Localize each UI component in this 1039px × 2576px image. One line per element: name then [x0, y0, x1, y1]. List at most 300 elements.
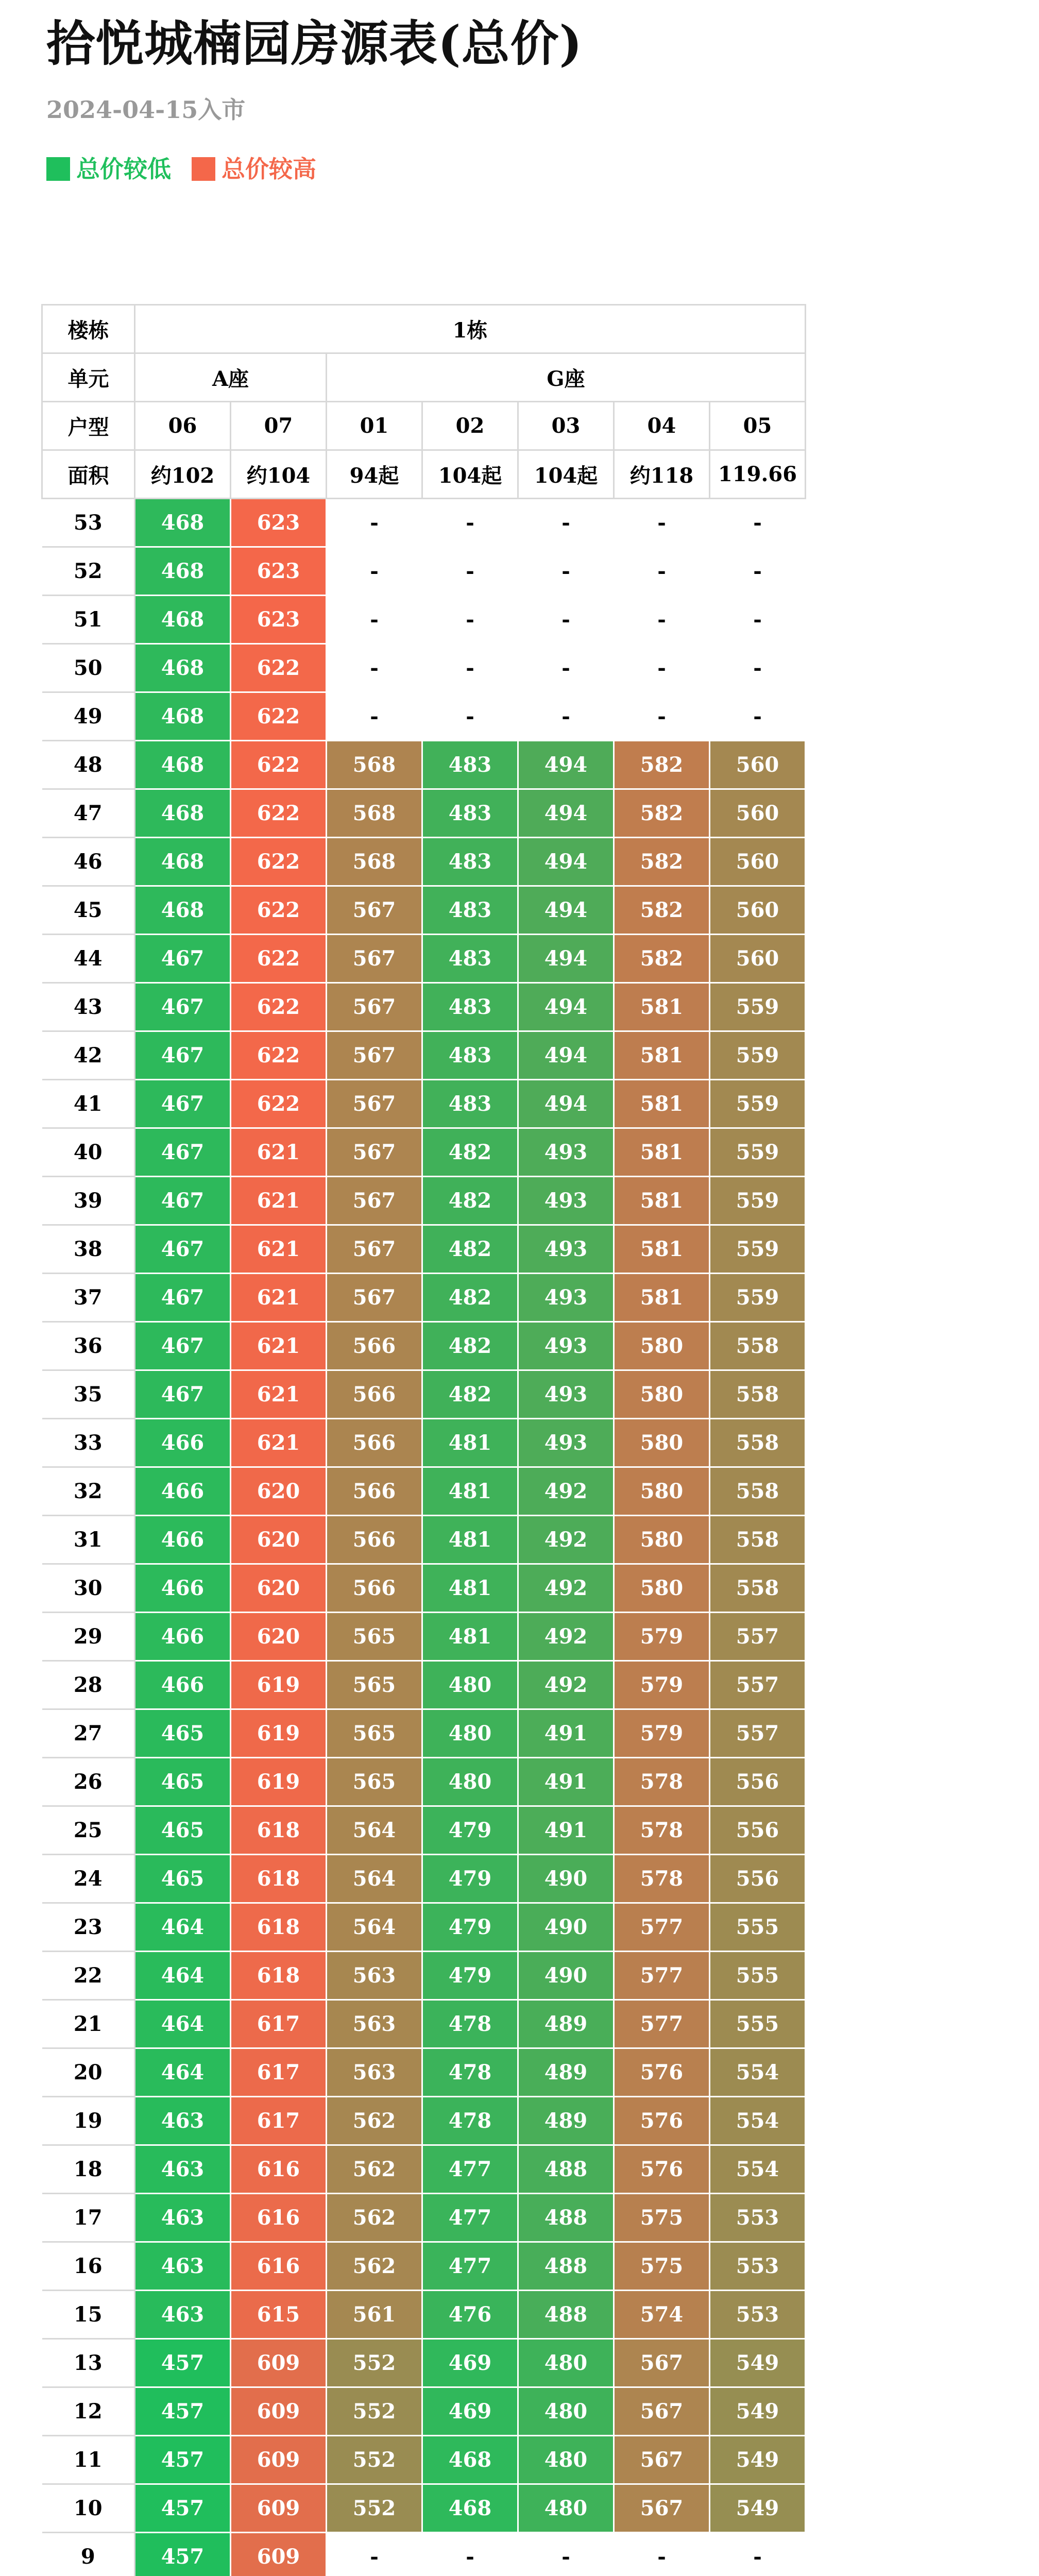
price-cell: 481	[422, 1516, 518, 1564]
price-cell: 563	[327, 2048, 422, 2097]
price-cell: 494	[518, 1080, 614, 1128]
floor-label: 27	[42, 1709, 135, 1758]
floor-label: 51	[42, 596, 135, 644]
price-cell: 466	[135, 1564, 231, 1613]
price-cell: -	[614, 692, 710, 741]
price-cell: 622	[231, 935, 327, 983]
header-row-unit	[42, 353, 806, 402]
table-row	[42, 596, 806, 644]
price-cell: -	[614, 596, 710, 644]
price-cell: 621	[231, 1177, 327, 1225]
header-type: 01	[327, 402, 422, 450]
price-cell: 492	[518, 1613, 614, 1661]
price-cell: 467	[135, 1177, 231, 1225]
floor-label: 36	[42, 1322, 135, 1370]
price-cell: -	[422, 596, 518, 644]
header-unit-g: G座	[327, 353, 806, 402]
table-row	[42, 1274, 806, 1322]
price-cell: 483	[422, 1031, 518, 1080]
price-cell: 480	[422, 1758, 518, 1806]
price-cell: 555	[710, 2000, 806, 2048]
floor-label: 50	[42, 644, 135, 692]
price-cell: 464	[135, 1903, 231, 1952]
price-cell: 493	[518, 1225, 614, 1274]
table-row	[42, 1661, 806, 1709]
price-cell: 566	[327, 1516, 422, 1564]
price-cell: 567	[327, 1080, 422, 1128]
price-cell: 622	[231, 644, 327, 692]
price-cell: 488	[518, 2242, 614, 2291]
price-cell: 567	[327, 1274, 422, 1322]
legend-item-low	[46, 155, 171, 183]
price-cell: 568	[327, 789, 422, 838]
price-cell: 567	[327, 935, 422, 983]
price-cell: 555	[710, 1952, 806, 2000]
price-cell: 559	[710, 1080, 806, 1128]
header-area: 119.66	[710, 450, 806, 499]
price-cell: 559	[710, 1128, 806, 1177]
table-row	[42, 1758, 806, 1806]
floor-label: 10	[42, 2484, 135, 2533]
price-cell: -	[710, 499, 806, 547]
price-cell: 579	[614, 1613, 710, 1661]
price-cell: 559	[710, 1177, 806, 1225]
header-area: 104起	[422, 450, 518, 499]
floor-label: 25	[42, 1806, 135, 1855]
floor-label: 16	[42, 2242, 135, 2291]
price-cell: 483	[422, 1080, 518, 1128]
table-row	[42, 2000, 806, 2048]
price-cell: 480	[518, 2387, 614, 2436]
header-area: 约104	[231, 450, 327, 499]
price-cell: 467	[135, 983, 231, 1031]
table-row	[42, 2387, 806, 2436]
price-cell: 479	[422, 1855, 518, 1903]
table-row	[42, 2048, 806, 2097]
price-cell: 489	[518, 2000, 614, 2048]
price-cell: 616	[231, 2145, 327, 2194]
price-cell: 457	[135, 2436, 231, 2484]
price-cell: 566	[327, 1370, 422, 1419]
price-cell: 493	[518, 1322, 614, 1370]
price-cell: 477	[422, 2145, 518, 2194]
price-cell: 576	[614, 2145, 710, 2194]
price-cell: -	[710, 2533, 806, 2576]
price-cell: 468	[135, 596, 231, 644]
price-cell: 465	[135, 1806, 231, 1855]
price-cell: 580	[614, 1419, 710, 1467]
legend-swatch-high	[192, 157, 215, 181]
price-cell: 553	[710, 2242, 806, 2291]
legend-label-low: 总价较低	[76, 155, 171, 183]
floor-label: 40	[42, 1128, 135, 1177]
floor-label: 39	[42, 1177, 135, 1225]
table-row	[42, 935, 806, 983]
price-cell: 493	[518, 1274, 614, 1322]
price-cell: 622	[231, 789, 327, 838]
price-cell: 493	[518, 1128, 614, 1177]
price-cell: 468	[135, 838, 231, 886]
price-cell: 556	[710, 1758, 806, 1806]
price-cell: 620	[231, 1564, 327, 1613]
price-cell: -	[327, 2533, 422, 2576]
price-cell: -	[710, 547, 806, 596]
table-row	[42, 2291, 806, 2339]
price-cell: 490	[518, 1952, 614, 2000]
price-cell: 492	[518, 1467, 614, 1516]
price-cell: 619	[231, 1709, 327, 1758]
price-cell: 563	[327, 2000, 422, 2048]
legend	[46, 155, 337, 183]
price-cell: 489	[518, 2097, 614, 2145]
price-cell: 559	[710, 1274, 806, 1322]
table-row	[42, 886, 806, 935]
floor-label: 15	[42, 2291, 135, 2339]
price-cell: 567	[614, 2436, 710, 2484]
price-cell: 563	[327, 1952, 422, 2000]
price-cell: 567	[327, 1177, 422, 1225]
floor-label: 53	[42, 499, 135, 547]
floor-label: 9	[42, 2533, 135, 2576]
price-cell: 481	[422, 1467, 518, 1516]
floor-label: 30	[42, 1564, 135, 1613]
header-row-building	[42, 305, 806, 353]
price-cell: 575	[614, 2242, 710, 2291]
price-cell: 580	[614, 1370, 710, 1419]
price-cell: 494	[518, 935, 614, 983]
floor-label: 28	[42, 1661, 135, 1709]
price-cell: 621	[231, 1419, 327, 1467]
price-cell: 469	[422, 2339, 518, 2387]
price-cell: 488	[518, 2291, 614, 2339]
price-cell: 557	[710, 1709, 806, 1758]
price-cell: -	[518, 499, 614, 547]
price-cell: 568	[327, 838, 422, 886]
price-cell: 567	[614, 2339, 710, 2387]
table-row	[42, 1952, 806, 2000]
price-cell: 622	[231, 886, 327, 935]
price-cell: 483	[422, 935, 518, 983]
table-row	[42, 692, 806, 741]
price-cell: 560	[710, 838, 806, 886]
price-cell: 567	[327, 1225, 422, 1274]
price-cell: 483	[422, 886, 518, 935]
price-cell: -	[327, 547, 422, 596]
price-cell: 565	[327, 1661, 422, 1709]
price-cell: 491	[518, 1806, 614, 1855]
header-area: 104起	[518, 450, 614, 499]
price-cell: 494	[518, 741, 614, 789]
price-cell: 609	[231, 2387, 327, 2436]
price-cell: 618	[231, 1952, 327, 2000]
price-cell: 578	[614, 1855, 710, 1903]
price-cell: 565	[327, 1758, 422, 1806]
price-cell: 463	[135, 2097, 231, 2145]
floor-label: 29	[42, 1613, 135, 1661]
price-cell: 578	[614, 1758, 710, 1806]
price-cell: 466	[135, 1613, 231, 1661]
price-cell: 616	[231, 2242, 327, 2291]
header-label-unit: 单元	[42, 353, 135, 402]
price-cell: 549	[710, 2436, 806, 2484]
price-cell: 609	[231, 2484, 327, 2533]
price-cell: 465	[135, 1709, 231, 1758]
price-cell: 480	[518, 2484, 614, 2533]
header-area: 94起	[327, 450, 422, 499]
price-cell: 622	[231, 1080, 327, 1128]
table-row	[42, 2339, 806, 2387]
price-cell: -	[518, 596, 614, 644]
price-cell: 554	[710, 2048, 806, 2097]
header-unit-a: A座	[135, 353, 327, 402]
price-cell: -	[518, 2533, 614, 2576]
floor-label: 44	[42, 935, 135, 983]
price-cell: 479	[422, 1806, 518, 1855]
price-cell: 582	[614, 789, 710, 838]
table-row	[42, 499, 806, 547]
price-cell: 494	[518, 983, 614, 1031]
table-row	[42, 2242, 806, 2291]
price-cell: 581	[614, 1031, 710, 1080]
price-cell: 468	[422, 2484, 518, 2533]
floor-label: 12	[42, 2387, 135, 2436]
price-table	[41, 304, 806, 2576]
price-cell: 492	[518, 1661, 614, 1709]
floor-label: 19	[42, 2097, 135, 2145]
price-cell: 616	[231, 2194, 327, 2242]
price-cell: 617	[231, 2097, 327, 2145]
floor-label: 20	[42, 2048, 135, 2097]
price-cell: 477	[422, 2242, 518, 2291]
price-cell: 581	[614, 1177, 710, 1225]
price-cell: 477	[422, 2194, 518, 2242]
price-cell: 562	[327, 2145, 422, 2194]
price-cell: 492	[518, 1564, 614, 1613]
price-cell: -	[614, 644, 710, 692]
price-cell: 574	[614, 2291, 710, 2339]
price-cell: 480	[422, 1709, 518, 1758]
price-cell: 565	[327, 1613, 422, 1661]
price-cell: 554	[710, 2145, 806, 2194]
table-row	[42, 1419, 806, 1467]
price-cell: 466	[135, 1661, 231, 1709]
price-cell: 581	[614, 1128, 710, 1177]
price-cell: 567	[327, 886, 422, 935]
floor-label: 31	[42, 1516, 135, 1564]
header-type: 07	[231, 402, 327, 450]
price-cell: 478	[422, 2000, 518, 2048]
price-cell: 467	[135, 1370, 231, 1419]
price-cell: 559	[710, 1225, 806, 1274]
price-cell: 467	[135, 935, 231, 983]
price-cell: 557	[710, 1613, 806, 1661]
price-cell: 466	[135, 1516, 231, 1564]
header-type: 02	[422, 402, 518, 450]
price-cell: 559	[710, 983, 806, 1031]
price-cell: 609	[231, 2436, 327, 2484]
price-cell: 465	[135, 1758, 231, 1806]
floor-label: 21	[42, 2000, 135, 2048]
price-cell: 562	[327, 2194, 422, 2242]
header-type: 05	[710, 402, 806, 450]
price-cell: 581	[614, 1080, 710, 1128]
price-cell: 609	[231, 2339, 327, 2387]
price-cell: 577	[614, 1903, 710, 1952]
table-row	[42, 2194, 806, 2242]
price-cell: 493	[518, 1370, 614, 1419]
price-cell: 623	[231, 547, 327, 596]
price-cell: 558	[710, 1516, 806, 1564]
table-row	[42, 1564, 806, 1613]
price-cell: -	[327, 644, 422, 692]
price-cell: 463	[135, 2194, 231, 2242]
price-cell: 469	[422, 2387, 518, 2436]
price-cell: 623	[231, 499, 327, 547]
table-row	[42, 1709, 806, 1758]
price-cell: 467	[135, 1322, 231, 1370]
floor-label: 37	[42, 1274, 135, 1322]
price-cell: 558	[710, 1322, 806, 1370]
table-row	[42, 1322, 806, 1370]
header-row-area	[42, 450, 806, 499]
floor-label: 32	[42, 1467, 135, 1516]
table-row	[42, 1467, 806, 1516]
price-cell: 579	[614, 1709, 710, 1758]
price-cell: 483	[422, 789, 518, 838]
floor-label: 46	[42, 838, 135, 886]
price-cell: 578	[614, 1806, 710, 1855]
price-cell: 479	[422, 1952, 518, 2000]
price-cell: 549	[710, 2484, 806, 2533]
price-cell: 562	[327, 2097, 422, 2145]
price-cell: 556	[710, 1806, 806, 1855]
floor-label: 17	[42, 2194, 135, 2242]
price-cell: 579	[614, 1661, 710, 1709]
table-row	[42, 838, 806, 886]
header-building-name: 1栋	[135, 305, 806, 353]
floor-label: 43	[42, 983, 135, 1031]
table-row	[42, 547, 806, 596]
price-cell: 621	[231, 1225, 327, 1274]
price-cell: 620	[231, 1613, 327, 1661]
price-cell: 609	[231, 2533, 327, 2576]
price-cell: 580	[614, 1564, 710, 1613]
price-cell: 552	[327, 2484, 422, 2533]
table-row	[42, 1031, 806, 1080]
floor-label: 42	[42, 1031, 135, 1080]
price-cell: 494	[518, 838, 614, 886]
price-cell: 582	[614, 838, 710, 886]
price-cell: 566	[327, 1322, 422, 1370]
price-cell: 482	[422, 1177, 518, 1225]
price-cell: 476	[422, 2291, 518, 2339]
price-cell: 490	[518, 1855, 614, 1903]
price-cell: 464	[135, 2000, 231, 2048]
header-label-type: 户型	[42, 402, 135, 450]
price-cell: 556	[710, 1855, 806, 1903]
price-cell: -	[614, 547, 710, 596]
price-cell: 457	[135, 2484, 231, 2533]
price-cell: 618	[231, 1903, 327, 1952]
price-cell: 566	[327, 1419, 422, 1467]
price-cell: 617	[231, 2000, 327, 2048]
table-row	[42, 1855, 806, 1903]
price-cell: 457	[135, 2533, 231, 2576]
price-cell: 621	[231, 1128, 327, 1177]
floor-label: 38	[42, 1225, 135, 1274]
header-type: 03	[518, 402, 614, 450]
price-cell: 566	[327, 1467, 422, 1516]
floor-label: 33	[42, 1419, 135, 1467]
table-row	[42, 1128, 806, 1177]
price-cell: 621	[231, 1322, 327, 1370]
price-cell: 620	[231, 1516, 327, 1564]
price-cell: 465	[135, 1855, 231, 1903]
price-cell: 463	[135, 2291, 231, 2339]
price-cell: 457	[135, 2339, 231, 2387]
price-cell: 560	[710, 741, 806, 789]
legend-item-high	[192, 155, 316, 183]
price-cell: 622	[231, 692, 327, 741]
price-cell: 622	[231, 983, 327, 1031]
price-cell: 479	[422, 1903, 518, 1952]
price-cell: 577	[614, 2000, 710, 2048]
price-cell: 494	[518, 789, 614, 838]
table-row	[42, 2145, 806, 2194]
price-cell: 494	[518, 1031, 614, 1080]
table-row	[42, 2436, 806, 2484]
price-cell: 554	[710, 2097, 806, 2145]
price-cell: 468	[135, 499, 231, 547]
price-cell: 468	[135, 644, 231, 692]
price-cell: 581	[614, 1225, 710, 1274]
floor-label: 45	[42, 886, 135, 935]
price-cell: -	[327, 596, 422, 644]
price-cell: 622	[231, 741, 327, 789]
price-cell: 481	[422, 1613, 518, 1661]
price-cell: 560	[710, 886, 806, 935]
table-row	[42, 1177, 806, 1225]
price-cell: 483	[422, 838, 518, 886]
price-cell: 493	[518, 1177, 614, 1225]
price-cell: -	[518, 547, 614, 596]
table-row	[42, 1806, 806, 1855]
price-cell: 464	[135, 2048, 231, 2097]
price-cell: 490	[518, 1903, 614, 1952]
price-cell: 482	[422, 1128, 518, 1177]
price-cell: 558	[710, 1467, 806, 1516]
price-cell: 480	[518, 2436, 614, 2484]
price-cell: 492	[518, 1516, 614, 1564]
price-cell: 467	[135, 1128, 231, 1177]
header-area: 约102	[135, 450, 231, 499]
price-cell: 482	[422, 1322, 518, 1370]
price-cell: 468	[422, 2436, 518, 2484]
floor-label: 41	[42, 1080, 135, 1128]
floor-label: 23	[42, 1903, 135, 1952]
price-cell: 581	[614, 1274, 710, 1322]
price-cell: 553	[710, 2291, 806, 2339]
price-cell: -	[422, 692, 518, 741]
price-cell: 481	[422, 1419, 518, 1467]
price-cell: -	[422, 644, 518, 692]
price-cell: 463	[135, 2145, 231, 2194]
price-cell: 491	[518, 1758, 614, 1806]
floor-label: 48	[42, 741, 135, 789]
price-cell: 560	[710, 789, 806, 838]
price-cell: -	[422, 2533, 518, 2576]
legend-label-high: 总价较高	[222, 155, 316, 183]
